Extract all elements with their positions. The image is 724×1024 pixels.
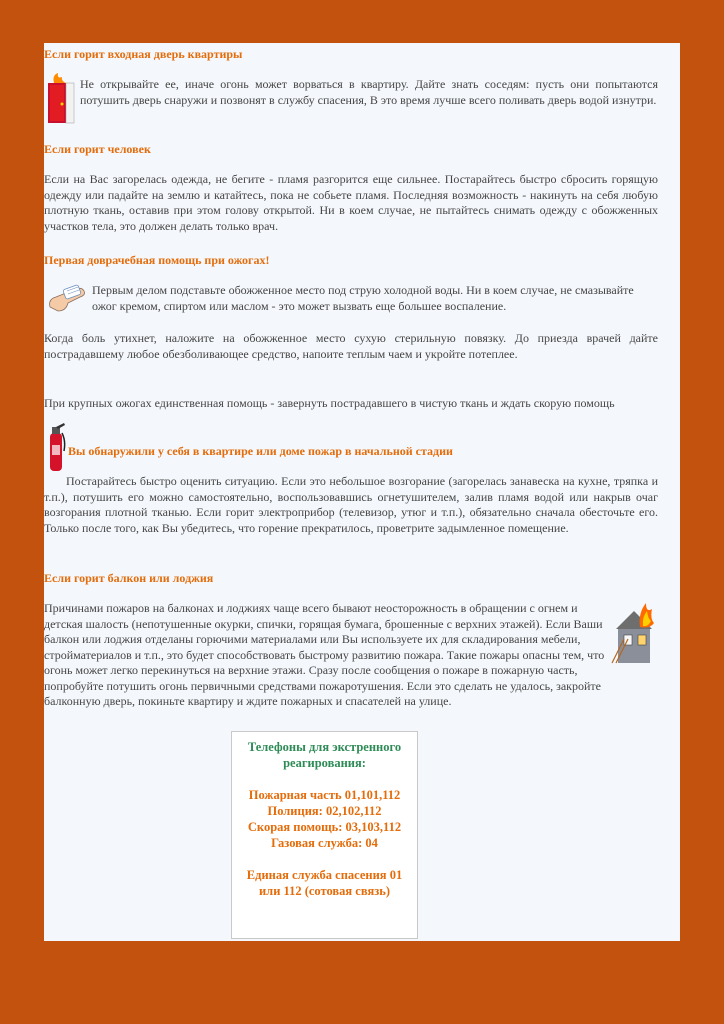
heading-burns: Первая доврачебная помощь при ожогах! [44, 253, 270, 267]
heading-door: Если горит входная дверь квартиры [44, 47, 243, 61]
burning-house-icon [610, 599, 658, 665]
fire-extinguisher-icon [46, 421, 66, 473]
heading-person: Если горит человек [44, 142, 151, 156]
burns-text-2: Когда боль утихнет, наложите на обожженное место сухую стерильную повязку. До приезда врачей дайте пострадавшему любое обезболивающее средство, напоите теплым чаем и укройте потеплее. [44, 331, 658, 361]
balcony-text: Причинами пожаров на балконах и лоджиях чаще всего бывают неосторожность в обращении с огнем и детская шалость (непотушенные окурки, спички, горящая бумага, брошенные с верхних этажей). Если Ваши балкон или лоджия отделаны горючими материалами или Вы используете их для складирования мебели, стройматериалов и т.п., это будет способствовать быстрому развитию пожара. Такие пожары опасны тем, что огонь может легко перекинуться на верхние этажи. Сразу после сообщения о пожаре в пожарную часть, попробуйте потушить огонь первичными средствами пожаротушения. Если это сделать не удалось, закройте балконную дверь, покиньте квартиру и ждите пожарных и спасателей на улице. [44, 601, 605, 708]
emergency-phones-box [231, 731, 418, 939]
burning-door-icon [44, 73, 80, 125]
home-text: Постарайтесь быстро оценить ситуацию. Если это небольшое возгорание (загорелась занавеска на кухне, тряпка и т.п.), потушить его можно самостоятельно, воспользовавшись огнетушителем, залив пламя водой или накрыв очаг возгорания плотной тканью. Если горит электроприбор (телевизор, утюг и т.п.), обязательно сначала обесточьте его. Только после того, как Вы убедитесь, что горение прекратилось, проветрите задымленное помещение. [44, 474, 658, 535]
phone-fire: Пожарная часть 01,101,112 [248, 788, 401, 802]
bandaged-hand-icon [46, 281, 90, 315]
phone-rescue: Единая служба спасения 01 или 112 (сотовая связь) [246, 868, 403, 898]
phone-police: Полиция: 02,102,112 [267, 804, 382, 818]
door-text: Не открывайте ее, иначе огонь может ворваться в квартиру. Дайте знать соседям: пусть они попытаются потушить дверь снаружи и позвонят в службу спасения, В это время лучше всего поливать дверь водой изнутри. [80, 77, 658, 107]
heading-balcony: Если горит балкон или лоджия [44, 571, 214, 585]
person-text: Если на Вас загорелась одежда, не бегите - пламя разгорится еще сильнее. Постарайтесь быстро сбросить горящую одежду или падайте на землю и катайтесь, пока не собьете пламя. Последняя возможность - накинуть на себя любую плотную ткань, оставив при этом голову открытой. Ни в коем случае, не пытайтесь снимать одежду с обожженных участков тела, это должен делать только врач. [44, 172, 658, 233]
phones-title: Телефоны для экстренного реагирования: [247, 740, 402, 770]
heading-home: Вы обнаружили у себя в квартире или доме пожар в начальной стадии [68, 444, 453, 458]
burns-text-1: Первым делом подставьте обожженное место под струю холодной воды. Ни в коем случае, не смазывайте ожог кремом, спиртом или маслом - это может вызвать еще большее воспаление. [92, 283, 634, 313]
phone-gas: Газовая служба: 04 [271, 836, 378, 850]
burns-text-3: При крупных ожогах единственная помощь - завернуть пострадавшего в чистую ткань и ждать скорую помощь [44, 396, 615, 410]
phone-ambulance: Скорая помощь: 03,103,112 [247, 820, 402, 834]
